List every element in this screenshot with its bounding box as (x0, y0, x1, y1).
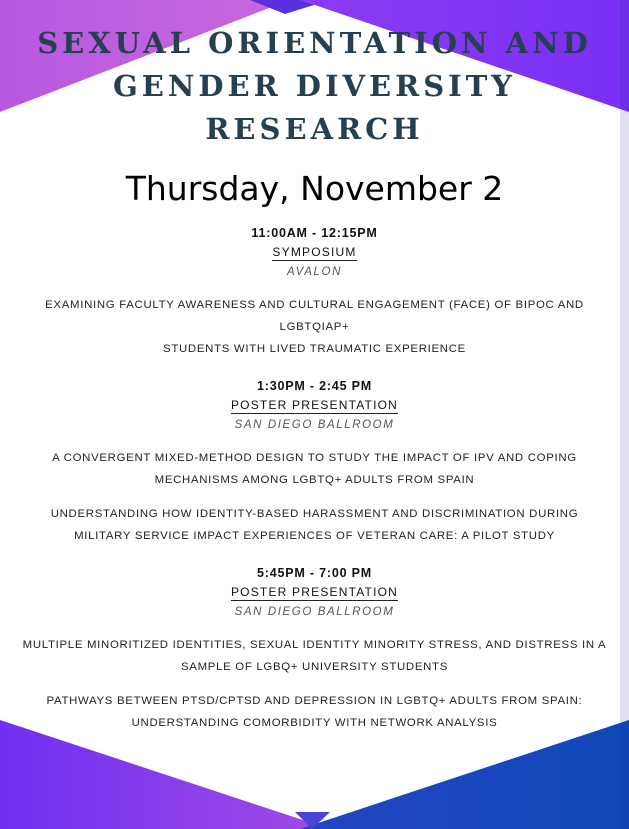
paper-line: UNDERSTANDING HOW IDENTITY-BASED HARASSMENT AND DISCRIMINATION DURING (50, 508, 579, 520)
title-line-2: GENDER DIVERSITY (112, 69, 517, 103)
session-3 (0, 565, 629, 734)
session-venue: AVALON (287, 266, 342, 278)
session-type-label: SYMPOSIUM (272, 245, 357, 259)
paper-line: MULTIPLE MINORITIZED IDENTITIES, SEXUAL IDENTITY MINORITY STRESS, AND DISTRESS IN A (22, 639, 607, 651)
session-type-label: POSTER PRESENTATION (230, 585, 399, 599)
paper-line: A CONVERGENT MIXED-METHOD DESIGN TO STUDY THE IMPACT OF IPV AND COPING (52, 452, 577, 464)
session-venue: SAN DIEGO BALLROOM (234, 606, 395, 618)
session-type (0, 394, 629, 416)
event-date: Thursday, November 2 (125, 169, 504, 208)
session-venue: SAN DIEGO BALLROOM (234, 419, 395, 431)
session-papers (0, 447, 629, 547)
session-2 (0, 378, 629, 547)
session-type (0, 241, 629, 263)
session-papers (0, 294, 629, 360)
session-1 (0, 225, 629, 360)
title-line-1: SEXUAL ORIENTATION AND (37, 26, 592, 60)
paper-line: SAMPLE OF LGBQ+ UNIVERSITY STUDENTS (180, 661, 449, 673)
paper-title (15, 634, 615, 678)
session-time: 11:00AM - 12:15PM (251, 226, 378, 240)
session-time: 5:45PM - 7:00 PM (257, 566, 372, 580)
title-line-3: RESEARCH (205, 112, 424, 146)
session-papers (0, 634, 629, 734)
paper-line: MILITARY SERVICE IMPACT EXPERIENCES OF VETERAN CARE: A PILOT STUDY (74, 530, 555, 542)
session-type (0, 581, 629, 603)
paper-line: PATHWAYS BETWEEN PTSD/CPTSD AND DEPRESSION IN LGBTQ+ ADULTS FROM SPAIN: (46, 695, 583, 707)
paper-line: UNDERSTANDING COMORBIDITY WITH NETWORK ANALYSIS (131, 717, 498, 729)
paper-title (15, 447, 615, 491)
paper-title (15, 503, 615, 547)
paper-title (15, 690, 615, 734)
session-type-label: POSTER PRESENTATION (230, 398, 399, 412)
page-title (0, 0, 629, 151)
paper-line: EXAMINING FACULTY AWARENESS AND CULTURAL ENGAGEMENT (FACE) OF BIPOC AND LGBTQIAP+ (45, 299, 584, 333)
paper-line: MECHANISMS AMONG LGBTQ+ ADULTS FROM SPAIN (154, 474, 475, 486)
session-time: 1:30PM - 2:45 PM (257, 379, 372, 393)
paper-title (15, 294, 615, 360)
paper-line: STUDENTS WITH LIVED TRAUMATIC EXPERIENCE (163, 343, 466, 355)
